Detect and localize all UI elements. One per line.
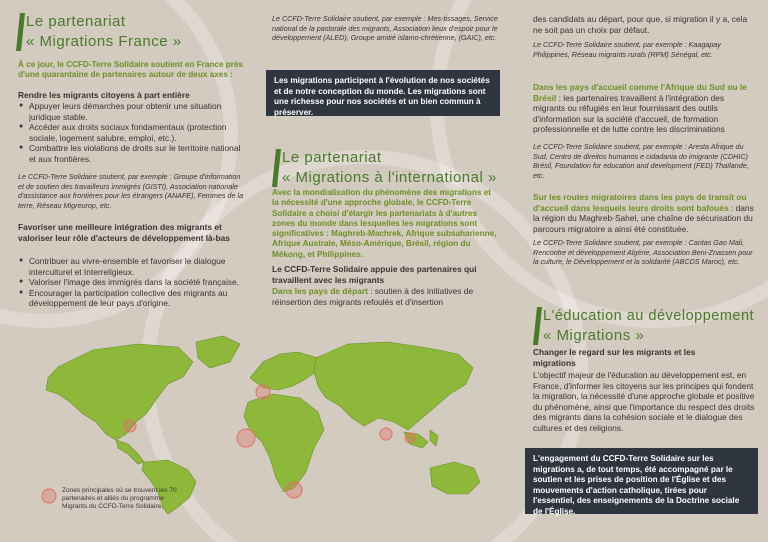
partners-note-transit: Le CCFD-Terre Solidaire soutient, par exemple : Caritas Gao Mali, Rencontre et développement Algérie, Association Beni-Znassen pour la culture, le Développement et la solidarité (ABCDS Maroc), etc.	[533, 238, 753, 266]
marker-icon	[237, 429, 255, 447]
section-title-migrations-international	[282, 148, 502, 188]
heading-change-view: Changer le regard sur les migrants et les migrations	[533, 347, 696, 368]
transit-body: : dans la région du Maghreb-Sahel, une chaîne de sécurisation du parcours migratoire a ainsi été constituée.	[533, 202, 754, 234]
host-lead: Dans les pays d'accueil comme l'Afrique du Sud ou le Brésil	[533, 82, 747, 103]
partners-note-1: Le CCFD-Terre Solidaire soutient, par exemple : Groupe d'information et de soutien des travailleurs immigrés (GISTI), Association nationale d'assistance aux frontières pour les étrangers (ANAFE), Femmes de la terre, Réseau Migreurop, etc.	[18, 172, 244, 210]
list-item: ● Encourager la participation collective des migrants au développement de leur pays d'origine.	[29, 288, 247, 309]
marker-icon	[286, 482, 302, 498]
list-item: ● Appuyer leurs démarches pour obtenir une situation juridique stable.	[29, 101, 247, 122]
australia-shape	[430, 462, 480, 494]
north-america-shape	[46, 344, 193, 440]
intro-text: À ce jour, le CCFD-Terre Solidaire soutient en France près d'une quarantaine de partenaires autour de deux axes :	[18, 60, 244, 80]
asia-shape	[314, 342, 473, 430]
marker-icon	[405, 433, 415, 443]
transit-lead: Sur les routes migratoires dans les pays de transit ou d'accueil dans lesquels leurs droits sont bafoués	[533, 192, 747, 213]
heading-citizens: Rendre les migrants citoyens à part entière	[18, 90, 190, 100]
bullet-list-1	[18, 101, 247, 164]
title-line-2: « Migrations à l'international »	[282, 169, 497, 186]
central-america-shape	[116, 440, 144, 464]
heading-integration: Favoriser une meilleure intégration des migrants et valoriser leur rôle d'acteurs de développement là-bas	[18, 222, 230, 243]
greenland-shape	[196, 336, 240, 368]
list-item: ● Valoriser l'image des immigrés dans la société française.	[29, 277, 247, 288]
education-body: L'objectif majeur de l'éducation au développement est, en France, d'informer les citoyens sur les principes qui fondent la migration, la nécessité d'une approche globale et positive du phénomène, ainsi que l'importance du respect des droits des migrants dans la cohésion sociale et le dialogue des cultures et des religions.	[533, 370, 755, 433]
departure-countries-text	[272, 286, 498, 307]
title-line-1: Le partenariat	[26, 13, 126, 30]
partners-note-top: Le CCFD-Terre Solidaire soutient, par exemple : Mes-tissages, Service national de la pastorale des migrants, Association lieux d'espoir pour le développement (ALED), Groupe amitié islamo-chrétienne, (GAIC), etc.	[272, 14, 498, 42]
marker-icon	[256, 385, 270, 399]
partners-note-host: Le CCFD-Terre Solidaire soutient, par exemple : Aresta Afrique du Sud, Centro de direitos humanos e cidadania do imigrante (CDHIC) Brésil, Foundation for education and development (FED) Thaïlande, etc.	[533, 142, 749, 180]
europe-shape	[250, 352, 318, 390]
list-item: ● Accéder aux droits sociaux fondamentaux (protection sociale, logement salubre, emploi, etc.).	[29, 122, 247, 143]
map-legend	[40, 487, 190, 510]
host-countries-text	[533, 82, 758, 135]
legend-text: Zones principales où se trouvent les 70 partenaires et alliés du programme Migrants du CCFD-Terre Solidaire.	[62, 487, 177, 510]
title-line-1: Le partenariat	[282, 149, 382, 166]
marker-icon	[124, 420, 136, 432]
list-item: ● Combattre les violations de droits sur le territoire national et aux frontières.	[29, 143, 247, 164]
heading-partners-support: Le CCFD-Terre Solidaire appuie des partenaires qui travaillent avec les migrants	[272, 264, 477, 285]
globalization-text: Avec la mondialisation du phénomène des migrations et la nécessité d'une approche globale, le CCFD-Terre Solidaire a choisi d'élargir les partenariats à d'autres zones du monde dans lesquelles les migrations sont significatives : Maghreb-Machrek, Afrique subsaharienne, Afrique Australe, Méso-Amérique, Brésil, région du Mékong, et Philippines.	[272, 188, 497, 259]
list-item: ● Contribuer au vivre-ensemble et favoriser le dialogue interculturel et Interreligieux.	[29, 256, 247, 277]
legend-marker-icon	[40, 487, 58, 505]
title-line-2: « Migrations France »	[26, 33, 182, 50]
highlight-box-migrations: Les migrations participent à l'évolution de nos sociétés et de notre conception du monde. Les migrations sont une richesse pour nos sociétés et un bien commun à préserver.	[266, 70, 500, 116]
marker-icon	[380, 428, 392, 440]
continuation-text: des candidats au départ, pour que, si migration il y a, cela ne soit pas un choix par défaut.	[533, 14, 748, 35]
partners-note-departure: Le CCFD-Terre Solidaire soutient, par exemple : Kaagapay Philippines, Réseau migrants rurals (RPM) Sénégal, etc.	[533, 40, 721, 59]
africa-shape	[244, 394, 324, 492]
transit-routes-text	[533, 192, 758, 234]
departure-body: : soutien à des initiatives de réinsertion des migrants refoulés et d'insertion	[272, 286, 474, 307]
highlight-box-church: L'engagement du CCFD-Terre Solidaire sur les migrations a, de tout temps, été accompagné par le soutien et les prises de position de l'Église et des mouvements d'action catholique, tirées pour l'essentiel, des enseignements de la Doctrine sociale de l'Église.	[525, 448, 758, 514]
title-line-1: L'éducation au développement	[543, 308, 755, 324]
section-title-migrations-france	[26, 12, 236, 52]
host-body: : les partenaires travaillent à l'intégration des migrants ou réfugiés en leur fournissant des outils d'information sur la société d'accueil, de formation professionnelle et de lutte contre les discriminations	[533, 92, 725, 134]
title-line-2: « Migrations »	[543, 327, 645, 344]
section-title-education	[543, 306, 763, 346]
departure-lead: Dans les pays de départ	[272, 286, 368, 296]
bullet-list-2	[18, 256, 247, 309]
